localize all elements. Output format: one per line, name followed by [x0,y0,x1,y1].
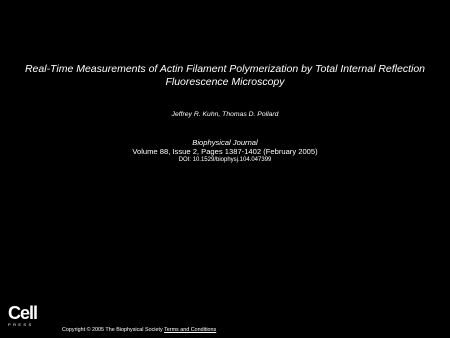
article-title-line-1: Real-Time Measurements of Actin Filament Polymerization by Total Internal Reflection [24,63,426,75]
copyright-footer [62,327,216,334]
cell-press-logo [8,305,42,331]
journal-name: Biophysical Journal [192,138,258,147]
copyright-text: Copyright © 2005 The Biophysical Society [62,327,163,333]
citation-block [0,139,450,164]
article-title-line-2: Fluorescence Microscopy [165,76,285,88]
logo-word: Cell [8,303,38,323]
terms-and-conditions-link[interactable]: Terms and Conditions [164,327,217,333]
volume-info: Volume 88, Issue 2, Pages 1387-1402 (February 2005) [132,146,318,156]
doi-text: DOI: 10.1529/biophysj.104.047399 [178,157,272,164]
article-authors: Jeffrey R. Kuhn, Thomas D. Pollard [171,111,279,118]
logo-subtitle: PRESS [8,322,34,327]
article-title [0,63,450,89]
